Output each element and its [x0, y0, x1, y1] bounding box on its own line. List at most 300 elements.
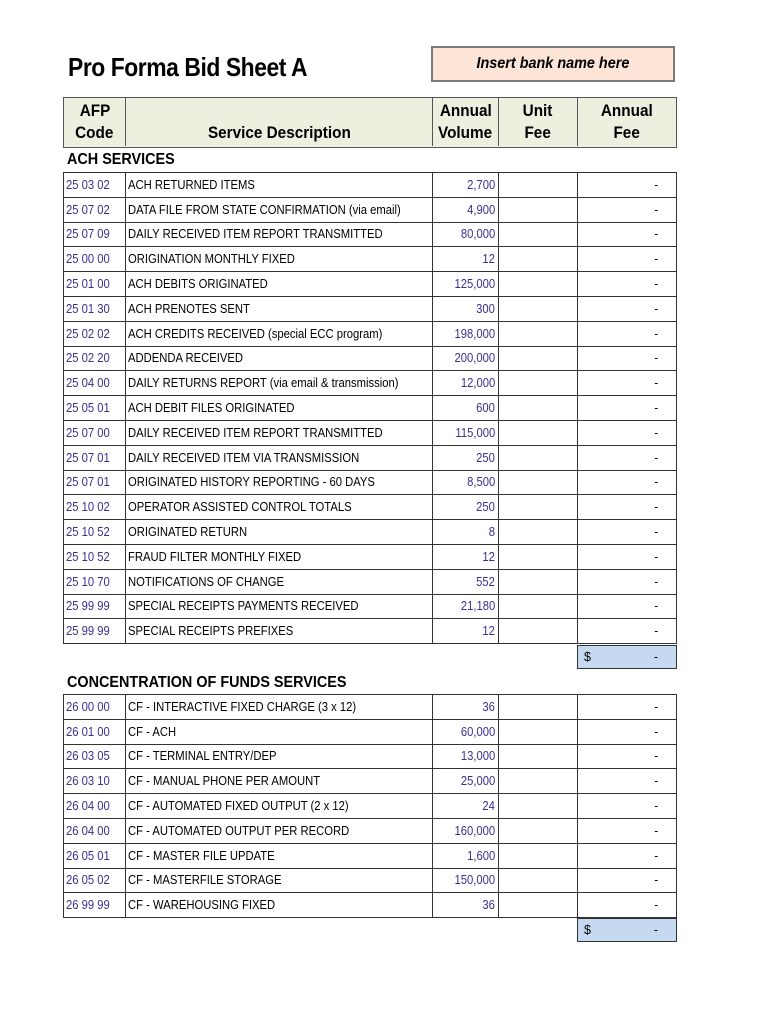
unit-fee-input[interactable] — [499, 297, 578, 321]
table-row — [63, 173, 677, 198]
afp-code-cell-text: 25 07 09 — [66, 227, 110, 242]
afp-code-cell-text: 26 04 00 — [66, 823, 110, 838]
annual-volume-cell — [433, 297, 499, 321]
table-row — [63, 347, 677, 372]
afp-code-cell — [64, 371, 126, 395]
unit-fee-input[interactable] — [499, 347, 578, 371]
header-annual-fee — [578, 98, 675, 146]
afp-code-cell-text: 25 05 01 — [66, 401, 110, 416]
annual-fee-cell-text: - — [654, 326, 658, 341]
service-description-cell — [126, 247, 433, 271]
header-vol-line2: Volume — [438, 123, 493, 142]
annual-volume-cell-text: 8 — [488, 525, 495, 540]
service-description-cell-text: ACH CREDITS RECEIVED (special ECC program) — [128, 326, 383, 341]
afp-code-cell-text: 26 05 01 — [66, 848, 110, 863]
annual-fee-cell-text: - — [654, 277, 658, 292]
annual-fee-cell-text: - — [654, 401, 658, 416]
afp-code-cell — [64, 769, 126, 793]
annual-fee-cell-text: - — [654, 301, 658, 316]
table-row — [63, 446, 677, 471]
afp-code-cell-text: 26 05 02 — [66, 873, 110, 888]
annual-fee-cell-text: - — [654, 351, 658, 366]
afp-code-cell — [64, 819, 126, 843]
service-description-cell-text: CF - TERMINAL ENTRY/DEP — [128, 749, 277, 764]
service-description-cell-text: CF - AUTOMATED OUTPUT PER RECORD — [128, 823, 350, 838]
annual-fee-cell — [578, 595, 676, 619]
afp-code-cell — [64, 421, 126, 445]
service-description-cell-text: DAILY RETURNS REPORT (via email & transmission) — [128, 376, 399, 391]
annual-volume-cell-text: 2,700 — [466, 177, 495, 192]
table-row — [63, 247, 677, 272]
header-desc-label: Service Description — [207, 123, 351, 142]
annual-volume-cell — [433, 720, 499, 744]
annual-fee-cell-text: - — [654, 252, 658, 267]
annual-volume-cell — [433, 421, 499, 445]
annual-volume-cell-text: 150,000 — [454, 873, 495, 888]
afp-code-cell-text: 25 02 20 — [66, 351, 110, 366]
unit-fee-input[interactable] — [499, 769, 578, 793]
annual-fee-cell — [578, 347, 676, 371]
unit-fee-input[interactable] — [499, 844, 578, 868]
unit-fee-input[interactable] — [499, 173, 578, 197]
table-row — [63, 769, 677, 794]
service-description-cell — [126, 819, 433, 843]
annual-fee-cell-text: - — [654, 873, 658, 888]
annual-fee-cell-text: - — [654, 227, 658, 242]
unit-fee-input[interactable] — [499, 720, 578, 744]
annual-volume-cell — [433, 595, 499, 619]
concentration-total-value: - — [653, 923, 658, 937]
concentration-section-title: CONCENTRATION OF FUNDS SERVICES — [67, 674, 347, 691]
annual-volume-cell-text: 1,600 — [466, 848, 495, 863]
annual-volume-cell — [433, 173, 499, 197]
annual-volume-cell-text: 12,000 — [460, 376, 495, 391]
afp-code-cell — [64, 745, 126, 769]
annual-volume-cell — [433, 495, 499, 519]
annual-volume-cell-text: 200,000 — [454, 351, 495, 366]
unit-fee-input[interactable] — [499, 619, 578, 643]
table-row — [63, 720, 677, 745]
service-description-cell-text: CF - MASTER FILE UPDATE — [128, 848, 275, 863]
annual-volume-cell — [433, 844, 499, 868]
service-description-cell-text: ACH RETURNED ITEMS — [128, 177, 255, 192]
unit-fee-input[interactable] — [499, 520, 578, 544]
service-description-cell-text: ORIGINATED HISTORY REPORTING - 60 DAYS — [128, 475, 375, 490]
table-row — [63, 396, 677, 421]
annual-volume-cell-text: 198,000 — [454, 326, 495, 341]
afp-code-cell — [64, 495, 126, 519]
afp-code-cell — [64, 272, 126, 296]
annual-volume-cell-text: 8,500 — [466, 475, 495, 490]
annual-volume-cell-text: 115,000 — [455, 425, 495, 440]
header-unit-line2: Fee — [524, 123, 552, 142]
table-row — [63, 322, 677, 347]
service-description-cell — [126, 371, 433, 395]
header-unit-fee — [499, 98, 578, 146]
concentration-services-table — [63, 694, 677, 918]
service-description-cell — [126, 421, 433, 445]
table-row — [63, 570, 677, 595]
annual-fee-cell — [578, 794, 676, 818]
service-description-cell — [126, 272, 433, 296]
ach-total-cell — [577, 645, 677, 669]
service-description-cell — [126, 893, 433, 917]
afp-code-cell-text: 25 99 99 — [66, 624, 110, 639]
header-afp-line1: AFP — [79, 101, 110, 120]
annual-fee-cell — [578, 198, 676, 222]
column-header-row — [63, 97, 677, 148]
service-description-cell-text: DAILY RECEIVED ITEM REPORT TRANSMITTED — [128, 425, 383, 440]
annual-fee-cell — [578, 695, 676, 719]
afp-code-cell-text: 26 00 00 — [66, 699, 110, 714]
service-description-cell-text: CF - MANUAL PHONE PER AMOUNT — [128, 774, 321, 789]
unit-fee-input[interactable] — [499, 495, 578, 519]
afp-code-cell — [64, 347, 126, 371]
annual-fee-cell — [578, 272, 676, 296]
header-annual-volume — [433, 98, 499, 146]
unit-fee-input[interactable] — [499, 322, 578, 346]
service-description-cell-text: ACH DEBITS ORIGINATED — [128, 277, 268, 292]
annual-volume-cell — [433, 471, 499, 495]
unit-fee-input[interactable] — [499, 745, 578, 769]
ach-section-title: ACH SERVICES — [67, 151, 175, 168]
service-description-cell — [126, 720, 433, 744]
table-row — [63, 223, 677, 248]
annual-volume-cell-text: 21,180 — [460, 599, 495, 614]
unit-fee-input[interactable] — [499, 819, 578, 843]
annual-volume-cell — [433, 545, 499, 569]
annual-volume-cell — [433, 893, 499, 917]
annual-fee-cell-text: - — [654, 549, 658, 564]
annual-volume-cell-text: 125,000 — [454, 277, 495, 292]
annual-fee-cell — [578, 745, 676, 769]
annual-fee-cell-text: - — [654, 823, 658, 838]
table-row — [63, 595, 677, 620]
annual-fee-cell-text: - — [654, 749, 658, 764]
annual-fee-cell — [578, 720, 676, 744]
unit-fee-input[interactable] — [499, 247, 578, 271]
table-row — [63, 471, 677, 496]
service-description-cell-text: ORIGINATED RETURN — [128, 525, 248, 540]
unit-fee-input[interactable] — [499, 198, 578, 222]
table-row — [63, 198, 677, 223]
annual-fee-cell-text: - — [654, 177, 658, 192]
service-description-cell — [126, 695, 433, 719]
annual-fee-cell — [578, 371, 676, 395]
afp-code-cell-text: 25 07 00 — [66, 425, 110, 440]
unit-fee-input[interactable] — [499, 695, 578, 719]
service-description-cell-text: OPERATOR ASSISTED CONTROL TOTALS — [128, 500, 352, 515]
service-description-cell — [126, 794, 433, 818]
afp-code-cell-text: 25 03 02 — [66, 177, 110, 192]
afp-code-cell — [64, 570, 126, 594]
afp-code-cell-text: 26 03 10 — [66, 774, 110, 789]
annual-fee-cell-text: - — [654, 898, 658, 913]
afp-code-cell — [64, 520, 126, 544]
afp-code-cell-text: 25 02 02 — [66, 326, 110, 341]
annual-volume-cell — [433, 695, 499, 719]
table-row — [63, 297, 677, 322]
annual-volume-cell-text: 12 — [482, 252, 495, 267]
annual-fee-cell — [578, 223, 676, 247]
annual-fee-cell-text: - — [654, 500, 658, 515]
afp-code-cell-text: 26 01 00 — [66, 724, 110, 739]
annual-volume-cell — [433, 223, 499, 247]
annual-fee-cell — [578, 396, 676, 420]
table-row — [63, 819, 677, 844]
afp-code-cell — [64, 223, 126, 247]
annual-fee-cell-text: - — [654, 376, 658, 391]
ach-total-value: - — [653, 650, 658, 664]
afp-code-cell — [64, 595, 126, 619]
afp-code-cell — [64, 695, 126, 719]
service-description-cell-text: CF - INTERACTIVE FIXED CHARGE (3 x 12) — [128, 699, 357, 714]
annual-volume-cell — [433, 619, 499, 643]
afp-code-cell-text: 26 04 00 — [66, 799, 110, 814]
afp-code-cell-text: 25 10 52 — [66, 549, 110, 564]
service-description-cell — [126, 198, 433, 222]
afp-code-cell — [64, 471, 126, 495]
service-description-cell-text: NOTIFICATIONS OF CHANGE — [128, 574, 285, 589]
unit-fee-input[interactable] — [499, 893, 578, 917]
afp-code-cell — [64, 247, 126, 271]
service-description-cell — [126, 545, 433, 569]
annual-volume-cell-text: 12 — [482, 624, 495, 639]
annual-fee-cell-text: - — [654, 774, 658, 789]
unit-fee-input[interactable] — [499, 446, 578, 470]
header-afp-line2: Code — [75, 123, 114, 142]
table-row — [63, 495, 677, 520]
service-description-cell — [126, 446, 433, 470]
annual-volume-cell-text: 13,000 — [460, 749, 495, 764]
ach-services-table — [63, 172, 677, 644]
page-title: Pro Forma Bid Sheet A — [68, 52, 308, 82]
service-description-cell — [126, 769, 433, 793]
annual-volume-cell-text: 250 — [476, 500, 495, 515]
annual-volume-cell-text: 80,000 — [460, 227, 495, 242]
table-row — [63, 371, 677, 396]
unit-fee-input[interactable] — [499, 421, 578, 445]
table-row — [63, 794, 677, 819]
annual-fee-cell — [578, 893, 676, 917]
afp-code-cell-text: 25 07 02 — [66, 202, 110, 217]
annual-volume-cell-text: 36 — [482, 699, 495, 714]
afp-code-cell-text: 25 99 99 — [66, 599, 110, 614]
service-description-cell-text: CF - AUTOMATED FIXED OUTPUT (2 x 12) — [128, 799, 349, 814]
service-description-cell-text: DAILY RECEIVED ITEM VIA TRANSMISSION — [128, 450, 360, 465]
annual-fee-cell-text: - — [654, 848, 658, 863]
annual-fee-cell — [578, 619, 676, 643]
annual-fee-cell — [578, 446, 676, 470]
annual-fee-cell-text: - — [654, 599, 658, 614]
annual-volume-cell — [433, 769, 499, 793]
annual-fee-cell — [578, 247, 676, 271]
annual-volume-cell — [433, 745, 499, 769]
service-description-cell-text: ORIGINATION MONTHLY FIXED — [128, 252, 295, 267]
annual-volume-cell — [433, 520, 499, 544]
service-description-cell — [126, 322, 433, 346]
annual-fee-cell-text: - — [654, 202, 658, 217]
afp-code-cell-text: 25 01 00 — [66, 277, 110, 292]
annual-fee-cell — [578, 471, 676, 495]
service-description-cell-text: ADDENDA RECEIVED — [128, 351, 244, 366]
unit-fee-input[interactable] — [499, 595, 578, 619]
service-description-cell — [126, 495, 433, 519]
afp-code-cell — [64, 446, 126, 470]
afp-code-cell — [64, 297, 126, 321]
service-description-cell — [126, 347, 433, 371]
afp-code-cell — [64, 720, 126, 744]
afp-code-cell-text: 26 99 99 — [66, 898, 110, 913]
afp-code-cell — [64, 545, 126, 569]
annual-volume-cell — [433, 272, 499, 296]
service-description-cell — [126, 471, 433, 495]
annual-fee-cell — [578, 545, 676, 569]
afp-code-cell — [64, 869, 126, 893]
header-afp-code — [64, 98, 126, 146]
annual-fee-cell — [578, 297, 676, 321]
table-row — [63, 619, 677, 644]
afp-code-cell-text: 26 03 05 — [66, 749, 110, 764]
annual-volume-cell-text: 24 — [482, 799, 495, 814]
service-description-cell-text: CF - MASTERFILE STORAGE — [128, 873, 282, 888]
afp-code-cell-text: 25 07 01 — [66, 450, 110, 465]
annual-fee-cell-text: - — [654, 574, 658, 589]
annual-volume-cell-text: 160,000 — [454, 823, 495, 838]
annual-fee-cell — [578, 520, 676, 544]
service-description-cell — [126, 595, 433, 619]
header-service-description — [126, 98, 433, 146]
service-description-cell — [126, 223, 433, 247]
header-fee-line2: Fee — [613, 123, 640, 142]
afp-code-cell — [64, 198, 126, 222]
annual-volume-cell-text: 60,000 — [460, 724, 495, 739]
unit-fee-input[interactable] — [499, 570, 578, 594]
table-row — [63, 745, 677, 770]
service-description-cell — [126, 520, 433, 544]
annual-fee-cell — [578, 769, 676, 793]
annual-fee-cell-text: - — [654, 799, 658, 814]
service-description-cell — [126, 619, 433, 643]
afp-code-cell-text: 25 10 52 — [66, 525, 110, 540]
annual-volume-cell — [433, 819, 499, 843]
annual-volume-cell — [433, 247, 499, 271]
afp-code-cell — [64, 322, 126, 346]
unit-fee-input[interactable] — [499, 545, 578, 569]
service-description-cell-text: ACH PRENOTES SENT — [128, 301, 250, 316]
ach-total-symbol: $ — [584, 650, 591, 664]
service-description-cell-text: DATA FILE FROM STATE CONFIRMATION (via email) — [128, 202, 401, 217]
annual-fee-cell-text: - — [654, 475, 658, 490]
annual-volume-cell — [433, 570, 499, 594]
annual-fee-cell — [578, 869, 676, 893]
header-fee-line1: Annual — [600, 101, 653, 120]
annual-volume-cell — [433, 396, 499, 420]
afp-code-cell-text: 25 04 00 — [66, 376, 110, 391]
table-row — [63, 844, 677, 869]
annual-volume-cell — [433, 198, 499, 222]
table-row — [63, 272, 677, 297]
table-row — [63, 869, 677, 894]
annual-volume-cell-text: 600 — [476, 401, 495, 416]
afp-code-cell — [64, 396, 126, 420]
unit-fee-input[interactable] — [499, 794, 578, 818]
annual-volume-cell-text: 25,000 — [460, 774, 495, 789]
service-description-cell-text: FRAUD FILTER MONTHLY FIXED — [128, 549, 302, 564]
annual-fee-cell — [578, 819, 676, 843]
service-description-cell — [126, 570, 433, 594]
annual-fee-cell — [578, 495, 676, 519]
annual-fee-cell-text: - — [654, 724, 658, 739]
afp-code-cell-text: 25 07 01 — [66, 475, 110, 490]
annual-volume-cell — [433, 347, 499, 371]
annual-volume-cell — [433, 322, 499, 346]
annual-volume-cell-text: 552 — [476, 574, 495, 589]
header-vol-line1: Annual — [439, 101, 492, 120]
concentration-total-cell — [577, 918, 677, 942]
afp-code-cell — [64, 794, 126, 818]
service-description-cell-text: DAILY RECEIVED ITEM REPORT TRANSMITTED — [128, 227, 383, 242]
annual-volume-cell — [433, 869, 499, 893]
service-description-cell — [126, 745, 433, 769]
service-description-cell — [126, 869, 433, 893]
annual-fee-cell — [578, 844, 676, 868]
annual-fee-cell — [578, 570, 676, 594]
annual-fee-cell — [578, 322, 676, 346]
unit-fee-input[interactable] — [499, 272, 578, 296]
unit-fee-input[interactable] — [499, 223, 578, 247]
annual-volume-cell-text: 12 — [482, 549, 495, 564]
afp-code-cell — [64, 844, 126, 868]
bank-name-field[interactable] — [431, 46, 675, 82]
annual-volume-cell — [433, 371, 499, 395]
annual-volume-cell-text: 4,900 — [466, 202, 495, 217]
concentration-total-symbol: $ — [584, 923, 591, 937]
annual-fee-cell — [578, 421, 676, 445]
annual-volume-cell-text: 36 — [482, 898, 495, 913]
annual-fee-cell — [578, 173, 676, 197]
table-row — [63, 421, 677, 446]
annual-volume-cell — [433, 446, 499, 470]
service-description-cell — [126, 396, 433, 420]
afp-code-cell — [64, 893, 126, 917]
service-description-cell-text: SPECIAL RECEIPTS PREFIXES — [128, 624, 294, 639]
table-row — [63, 695, 677, 720]
annual-fee-cell-text: - — [654, 624, 658, 639]
service-description-cell-text: SPECIAL RECEIPTS PAYMENTS RECEIVED — [128, 599, 359, 614]
afp-code-cell-text: 25 10 02 — [66, 500, 110, 515]
annual-volume-cell-text: 300 — [476, 301, 495, 316]
table-row — [63, 545, 677, 570]
annual-volume-cell — [433, 794, 499, 818]
annual-fee-cell-text: - — [654, 425, 658, 440]
table-row — [63, 520, 677, 545]
afp-code-cell-text: 25 00 00 — [66, 252, 110, 267]
bank-name-placeholder: Insert bank name here — [476, 55, 630, 72]
unit-fee-input[interactable] — [499, 371, 578, 395]
service-description-cell-text: CF - ACH — [128, 724, 177, 739]
unit-fee-input[interactable] — [499, 471, 578, 495]
annual-fee-cell-text: - — [654, 450, 658, 465]
unit-fee-input[interactable] — [499, 869, 578, 893]
afp-code-cell — [64, 173, 126, 197]
service-description-cell — [126, 844, 433, 868]
annual-volume-cell-text: 250 — [476, 450, 495, 465]
service-description-cell-text: ACH DEBIT FILES ORIGINATED — [128, 401, 295, 416]
service-description-cell — [126, 173, 433, 197]
header-unit-line1: Unit — [523, 101, 553, 120]
unit-fee-input[interactable] — [499, 396, 578, 420]
